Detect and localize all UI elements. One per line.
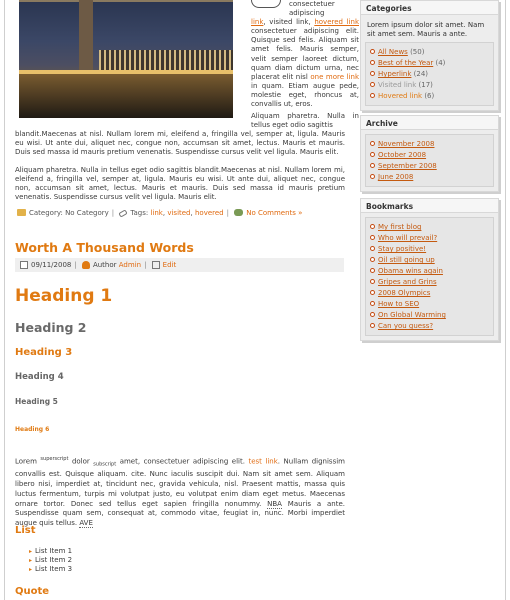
post-info-bar: 09/11/2008 | Author Admin | Edit <box>15 258 344 272</box>
abbr-nba: NBA <box>267 499 282 508</box>
post-title[interactable]: Worth A Thousand Words <box>15 240 194 255</box>
bookmark-item[interactable]: Stay positive! <box>370 244 489 255</box>
category-item[interactable]: Hovered link (6) <box>370 91 489 102</box>
archive-title: Archive <box>361 116 498 130</box>
bookmark-item[interactable]: 2008 Olympics <box>370 288 489 299</box>
post-paragraph-right: consectetuer adipiscing link, visited link, hovered link consectetuer adipiscing elit. Quisque sed felis. Aliquam sit amet felis. Mauris semper, velit semper laoreet dictum, quam diam dictum urna, nec placerat elit nisl one more link in quam. Etiam augue pede, molestie eget, rhoncus at, convallis ut, eros. <box>251 0 359 109</box>
quote-heading: Quote <box>15 586 50 597</box>
post-paragraph-full-2: Aliquam pharetra. Nulla in tellus eget odio sagittis blandit.Maecenas at nisl. Nullam lorem mi, eleifend a, fringilla vel, semper at, ligula. Mauris eu wisi. Ut ante dui, aliquet nec, congue non, accumsan sit amet, lectus. Mauris et mauris. Duis sed massa id mauris pretium venenatis. Suspendisse cursus velit vel ligula. Mauris elit. <box>15 166 345 202</box>
test-link[interactable]: test link <box>248 457 278 466</box>
bookmarks-widget <box>360 198 499 341</box>
bookmark-item[interactable]: Gripes and Grins <box>370 277 489 288</box>
list-item: ▸ List Item 1 <box>29 547 72 556</box>
bookmark-item[interactable]: Obama wins again <box>370 266 489 277</box>
archive-item[interactable]: September 2008 <box>370 161 489 172</box>
category-value: No Category <box>65 209 109 217</box>
bookmark-item[interactable]: Can you guess? <box>370 321 489 332</box>
abbr-ave: AVE <box>79 518 93 527</box>
bookmarks-title: Bookmarks <box>361 199 498 213</box>
categories-title: Categories <box>361 1 498 15</box>
edit-link[interactable]: Edit <box>162 261 177 269</box>
heading-2: Heading 2 <box>15 320 87 335</box>
tag-icon <box>119 209 128 217</box>
categories-widget <box>360 0 499 111</box>
folder-icon <box>17 209 26 216</box>
one-more-link[interactable]: one more link <box>310 72 359 81</box>
tag-link[interactable]: link <box>150 209 163 217</box>
bookmark-item[interactable]: My first blog <box>370 222 489 233</box>
list-item: ▸ List Item 3 <box>29 565 72 574</box>
archive-item[interactable]: November 2008 <box>370 139 489 150</box>
heading-3: Heading 3 <box>15 347 73 358</box>
post-paragraph-full-1: blandit.Maecenas at nisl. Nullam lorem mi, eleifend a, fringilla vel, semper at, ligula. Mauris eu wisi. Ut ante dui, aliquet nec, congue non, accumsan sit amet, lectus. Mauris et mauris. Duis sed massa id mauris pretium venenatis. Suspendisse cursus velit vel ligula. Mauris elit. <box>15 130 345 157</box>
heading-4: Heading 4 <box>15 372 64 382</box>
calendar-icon <box>20 261 28 269</box>
edit-icon <box>152 261 160 269</box>
list-item: ▸ List Item 2 <box>29 556 72 565</box>
hovered-link[interactable]: hovered link <box>314 18 359 27</box>
comments-link[interactable]: No Comments » <box>246 209 303 217</box>
archive-item[interactable]: October 2008 <box>370 150 489 161</box>
categories-text: Lorem ipsum dolor sit amet. Nam sit amet sem. Mauris a ante. <box>367 21 485 38</box>
category-item[interactable]: Best of the Year (4) <box>370 58 489 69</box>
post-body-paragraph: Lorem $^{superscript}$ dolor $_{subscript}$ amet, consectetuer adipiscing elit. test link. Nullam dignissim convallis est. Quisque aliquam. cite. Nunc iaculis suscipit dui. Nam sit amet sem. Aliquam libero nisi, imperdiet at, tincidunt nec, gravida vehicula, nisl. Praesent mattis, massa quis luctus fermentum, turpis mi volutpat justo, eu volutpat enim diam eget metus. Maecenas ornare tortor. Donec sed tellus eget sapien fringilla nonummy. NBA Mauris a ante. Suspendisse quam sem, consequat at, commodo vitae, feugiat in, nunc. Morbi imperdiet augue quis tellus. AVE <box>15 456 345 527</box>
comments-icon <box>234 209 243 216</box>
category-item[interactable]: Visited link (17) <box>370 80 489 91</box>
post-paragraph-right-2: Aliquam pharetra. Nulla in tellus eget odio sagittis <box>251 112 359 130</box>
user-icon <box>82 261 90 269</box>
bookmark-item[interactable]: How to SEO <box>370 299 489 310</box>
tag-visited[interactable]: visited <box>167 209 191 217</box>
link[interactable]: link <box>251 18 264 27</box>
archive-widget <box>360 115 499 192</box>
author-link[interactable]: Admin <box>118 261 142 269</box>
post-meta: Category: No Category | Tags: link, visited, hovered | No Comments » <box>17 209 302 217</box>
category-item[interactable]: All News (50) <box>370 47 489 58</box>
post-date: 09/11/2008 <box>31 261 72 269</box>
category-item[interactable]: Hyperlink (24) <box>370 69 489 80</box>
tag-hovered[interactable]: hovered <box>194 209 224 217</box>
bookmark-item[interactable]: Oil still going up <box>370 255 489 266</box>
bullet-list <box>29 547 72 574</box>
heading-6: Heading 6 <box>15 426 50 433</box>
heading-1: Heading 1 <box>15 286 113 306</box>
list-heading: List <box>15 525 36 536</box>
bookmark-item[interactable]: On Global Warming <box>370 310 489 321</box>
heading-5: Heading 5 <box>15 397 58 406</box>
featured-image-bridge <box>19 0 233 118</box>
archive-item[interactable]: June 2008 <box>370 172 489 183</box>
bookmark-item[interactable]: Who will prevail? <box>370 233 489 244</box>
